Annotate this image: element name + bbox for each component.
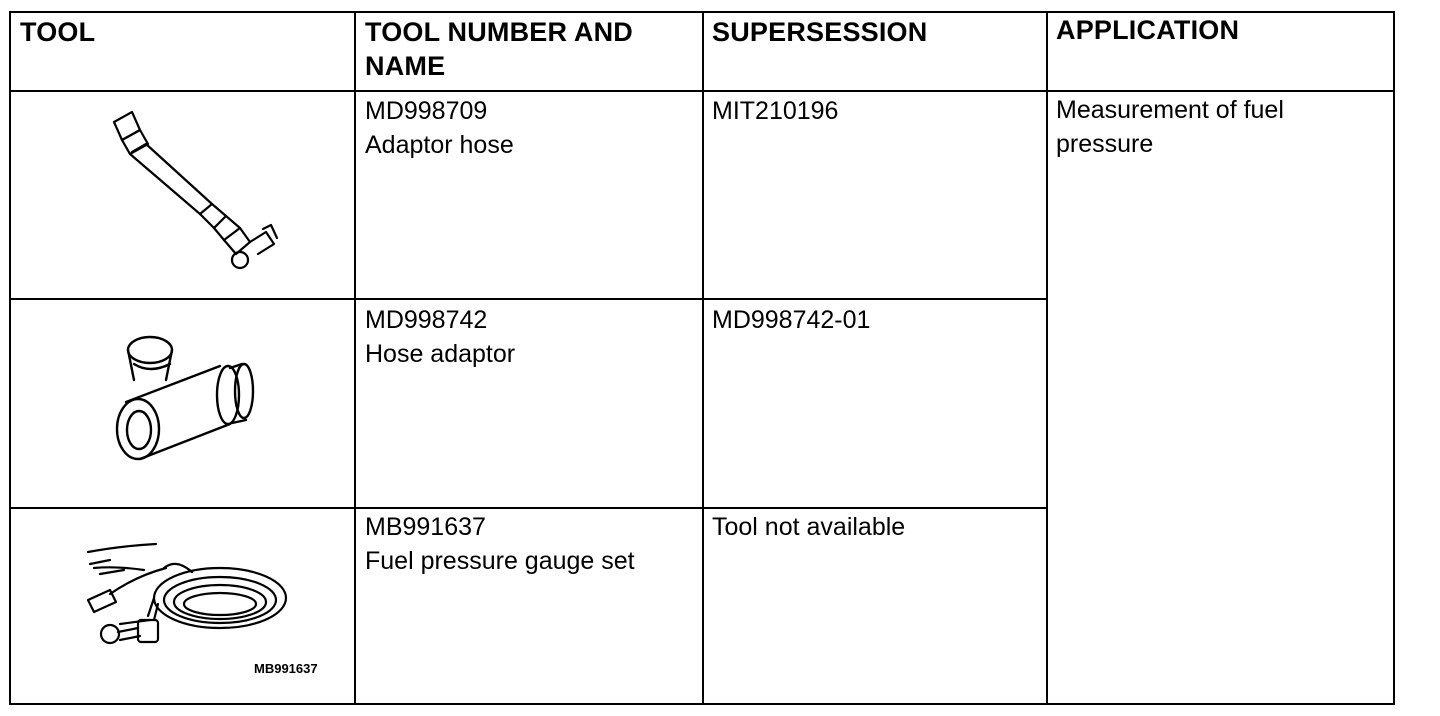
- tool-name-adaptor-hose: Adaptor hose: [365, 131, 514, 159]
- row-divider-2: [9, 507, 1048, 509]
- row-divider-1: [9, 298, 1048, 300]
- supersession-mit210196: MIT210196: [712, 97, 839, 125]
- hose-adaptor-drawing: [100, 328, 260, 468]
- column-header-tool-number-and-name: TOOL NUMBER AND NAME: [365, 17, 634, 81]
- tool-name-fuel-pressure-gauge-set: Fuel pressure gauge set: [365, 547, 635, 575]
- tool-number-md998709: MD998709: [365, 97, 488, 125]
- column-divider-2: [702, 11, 704, 705]
- column-header-tool: TOOL: [20, 17, 96, 47]
- adaptor-hose-drawing: [100, 104, 280, 279]
- table-border-left: [9, 11, 11, 705]
- column-divider-1: [354, 11, 356, 705]
- fuel-pressure-gauge-set-drawing: [80, 528, 300, 663]
- table-border-right: [1393, 11, 1395, 705]
- application-text: Measurement of fuel pressure: [1056, 96, 1284, 158]
- tool-number-mb991637: MB991637: [365, 513, 486, 541]
- column-header-supersession: SUPERSESSION: [712, 17, 928, 47]
- supersession-tool-not-available: Tool not available: [712, 513, 906, 541]
- column-divider-3: [1046, 11, 1048, 705]
- tool-image-caption: MB991637: [254, 661, 318, 676]
- supersession-md998742-01: MD998742-01: [712, 306, 871, 334]
- column-header-application: APPLICATION: [1056, 15, 1240, 45]
- tool-name-hose-adaptor: Hose adaptor: [365, 340, 516, 368]
- tool-number-md998742: MD998742: [365, 306, 488, 334]
